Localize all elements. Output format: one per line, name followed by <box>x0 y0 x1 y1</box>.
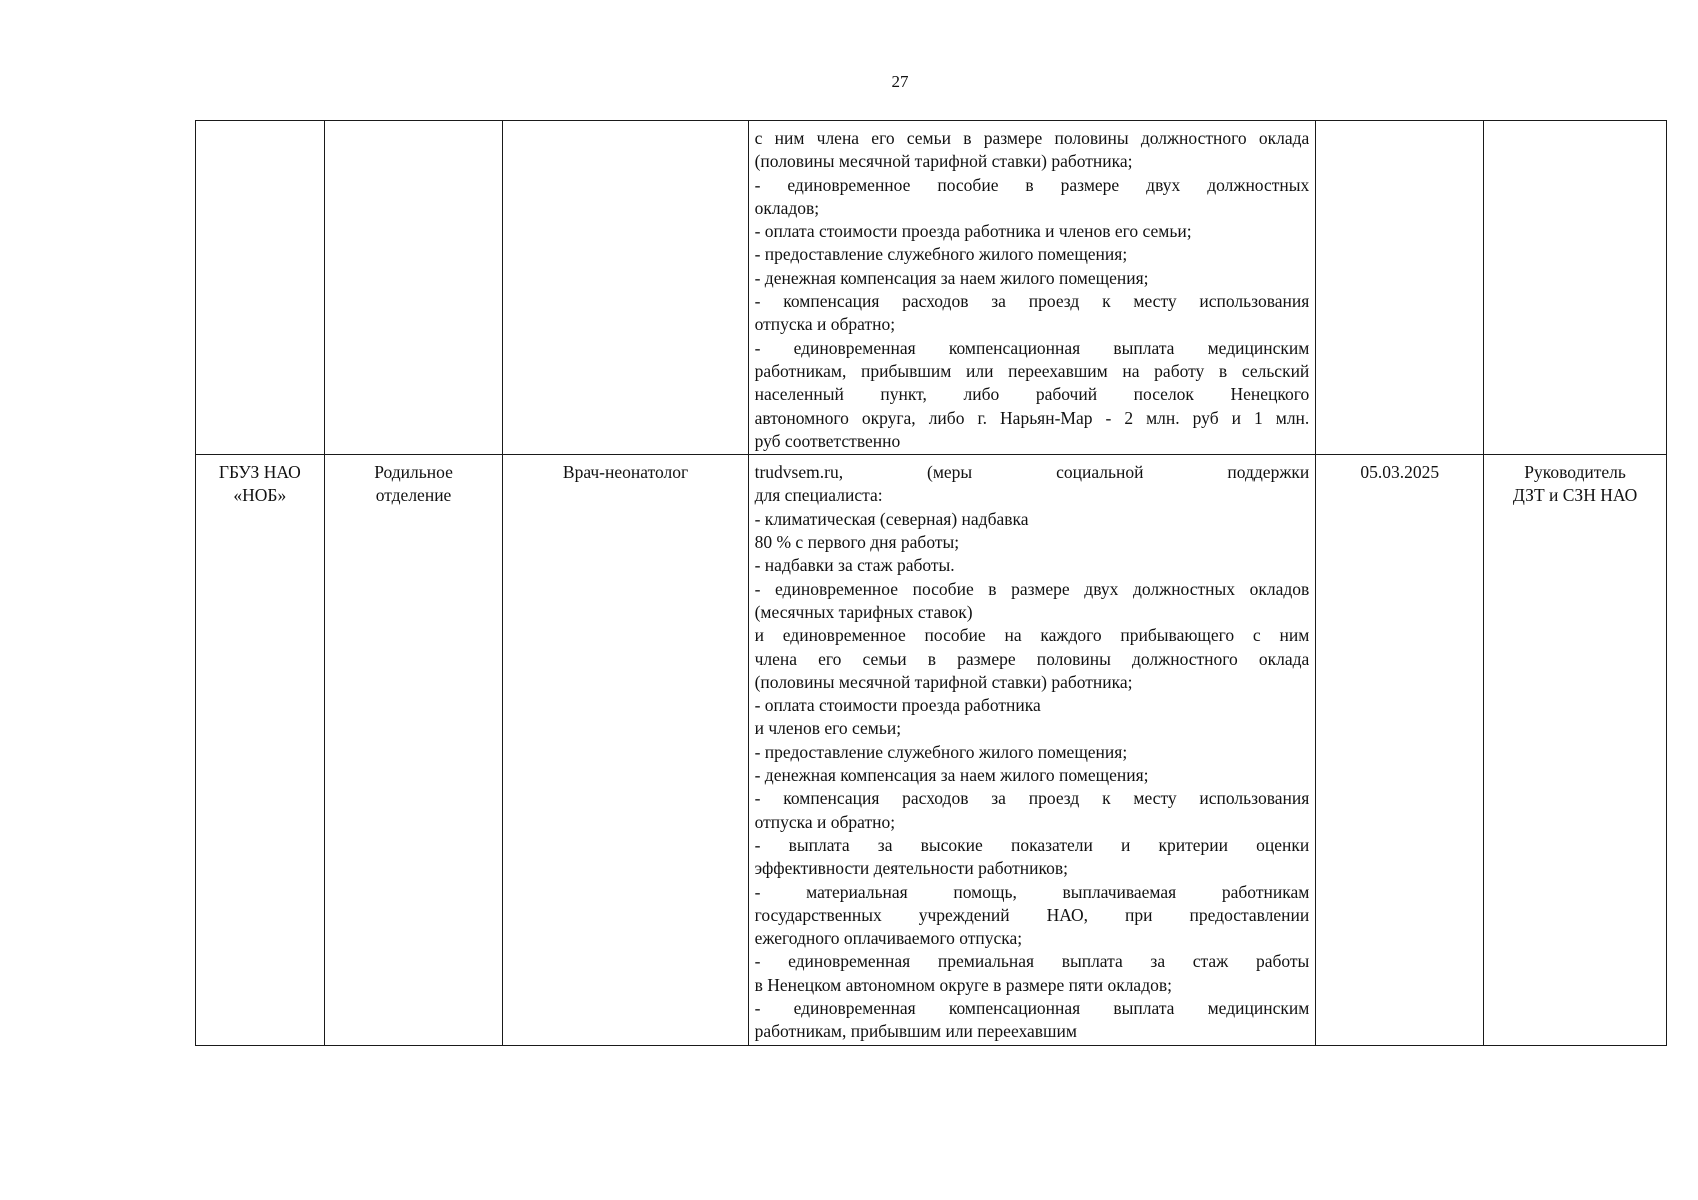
support-measure-line: - надбавки за стаж работы. <box>754 555 955 576</box>
support-measure-line: 80 % с первого дня работы; <box>754 532 960 553</box>
department-cell <box>324 455 503 1045</box>
support-measures-cell <box>748 455 1316 1045</box>
support-measure-line: руб соответственно <box>754 430 901 451</box>
support-measure-line: члена его семьи в размере половины должностного оклада <box>754 648 1310 669</box>
support-measure-line: эффективности деятельности работников; <box>754 858 1068 879</box>
support-measure-line: - оплата стоимости проезда работника и членов его семьи; <box>754 221 1192 242</box>
organization-line: «НОБ» <box>233 485 287 506</box>
date-cell <box>1316 121 1484 455</box>
support-measure-line: государственных учреждений НАО, при предоставлении <box>754 904 1310 925</box>
department-line: Родильное <box>374 462 453 483</box>
support-measure-line: - денежная компенсация за наем жилого помещения; <box>754 765 1149 786</box>
date-cell <box>1316 455 1484 1045</box>
support-measure-line: - единовременное пособие в размере двух должностных окладов <box>754 578 1310 599</box>
support-measure-line: ежегодного оплачиваемого отпуска; <box>754 928 1023 949</box>
support-measure-line: - климатическая (северная) надбавка <box>754 508 1029 529</box>
support-measure-line: trudvsem.ru, (меры социальной поддержки <box>754 462 1310 483</box>
responsible-line: ДЗТ и СЗН НАО <box>1512 485 1638 506</box>
table-row <box>196 121 1667 455</box>
responsible-cell <box>1484 455 1667 1045</box>
table-row <box>196 455 1667 1045</box>
support-measure-line: - предоставление служебного жилого помещения; <box>754 244 1128 265</box>
support-measure-line: с ним члена его семьи в размере половины должностного оклада <box>754 128 1310 148</box>
support-measure-line: (половины месячной тарифной ставки) работника; <box>754 151 1133 172</box>
support-measure-line: - единовременная компенсационная выплата медицинским <box>754 337 1310 358</box>
page-number: 27 <box>891 72 909 91</box>
support-measure-line: работникам, прибывшим или переехавшим на работу в сельский <box>754 360 1310 381</box>
support-measures-cell <box>748 121 1316 455</box>
support-measure-line: - предоставление служебного жилого помещения; <box>754 741 1128 762</box>
position-cell <box>503 455 748 1045</box>
support-measure-line: - единовременная компенсационная выплата медицинским <box>754 997 1310 1018</box>
vacancy-table <box>195 120 1667 1046</box>
department-line: отделение <box>375 485 452 506</box>
support-measure-line: - компенсация расходов за проезд к месту использования <box>754 291 1310 312</box>
support-measure-line: - единовременное пособие в размере двух должностных <box>754 174 1310 195</box>
support-measure-line: в Ненецком автономном округе в размере пяти окладов; <box>754 974 1172 995</box>
organization-cell <box>196 455 325 1045</box>
support-measure-line: - единовременная премиальная выплата за стаж работы <box>754 951 1310 972</box>
position-text: Врач-неонатолог <box>562 462 689 483</box>
support-measure-line: работникам, прибывшим или переехавшим <box>754 1021 1077 1042</box>
support-measure-line: и членов его семьи; <box>754 718 902 739</box>
date-text: 05.03.2025 <box>1360 462 1440 483</box>
organization-line: ГБУЗ НАО <box>218 462 301 483</box>
support-measure-line: населенный пункт, либо рабочий поселок Ненецкого <box>754 384 1310 405</box>
support-measure-line: (половины месячной тарифной ставки) работника; <box>754 671 1133 692</box>
support-measure-line: - материальная помощь, выплачиваемая работникам <box>754 881 1310 902</box>
support-measure-line: отпуска и обратно; <box>754 811 896 832</box>
organization-cell <box>196 121 325 455</box>
position-cell <box>503 121 748 455</box>
support-measure-line: отпуска и обратно; <box>754 314 896 335</box>
support-measure-line: - выплата за высокие показатели и критерии оценки <box>754 834 1310 855</box>
support-measure-line: - денежная компенсация за наем жилого помещения; <box>754 267 1149 288</box>
support-measure-line: для специалиста: <box>754 485 883 506</box>
department-cell <box>324 121 503 455</box>
support-measure-line: - компенсация расходов за проезд к месту использования <box>754 788 1310 809</box>
support-measure-line: окладов; <box>754 197 820 218</box>
responsible-line: Руководитель <box>1524 462 1626 483</box>
responsible-cell <box>1484 121 1667 455</box>
support-measure-line: автономного округа, либо г. Нарьян-Мар - 2 млн. руб и 1 млн. <box>754 407 1310 428</box>
support-measure-line: - оплата стоимости проезда работника <box>754 695 1041 716</box>
support-measure-line: и единовременное пособие на каждого прибывающего с ним <box>754 625 1310 646</box>
support-measure-line: (месячных тарифных ставок) <box>754 601 973 622</box>
